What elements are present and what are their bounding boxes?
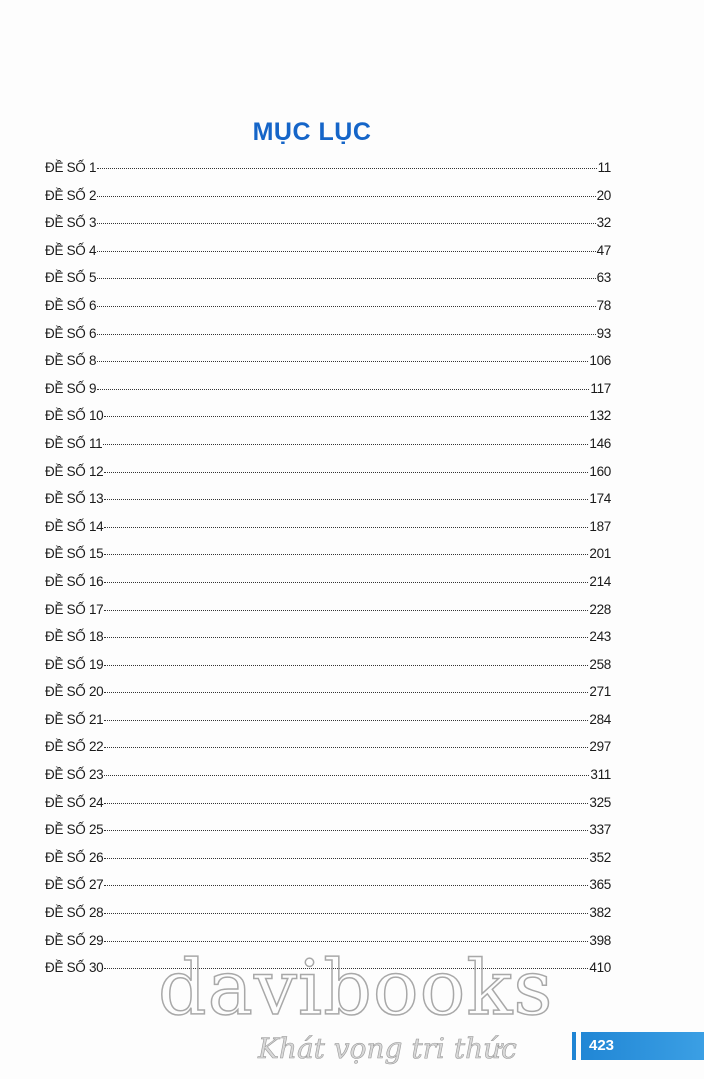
toc-entry[interactable] [45, 408, 611, 436]
toc-entry-page: 297 [589, 739, 611, 755]
toc-entry[interactable] [45, 822, 611, 850]
page-title: MỤC LỤC [252, 118, 372, 146]
toc-entry-label: ĐỀ SỐ 27 [45, 877, 104, 893]
toc-entry[interactable] [45, 767, 611, 795]
toc-entry-label: ĐỀ SỐ 20 [45, 684, 104, 700]
toc-entry-page: 365 [589, 877, 611, 893]
toc-entry-label: ĐỀ SỐ 28 [45, 905, 104, 921]
toc-dot-leader [97, 196, 595, 197]
toc-entry-page: 243 [589, 629, 611, 645]
toc-entry-page: 201 [589, 546, 611, 562]
table-of-contents [45, 160, 611, 988]
toc-entry-label: ĐỀ SỐ 18 [45, 629, 104, 645]
toc-entry-label: ĐỀ SỐ 17 [45, 601, 104, 617]
toc-entry-page: 20 [596, 187, 611, 203]
toc-dot-leader [104, 858, 588, 859]
toc-entry-page: 32 [596, 215, 611, 231]
toc-entry[interactable] [45, 188, 611, 216]
toc-entry[interactable] [45, 519, 611, 547]
toc-entry-label: ĐỀ SỐ 4 [45, 242, 97, 258]
toc-entry-page: 174 [589, 491, 611, 507]
toc-entry[interactable] [45, 270, 611, 298]
toc-dot-leader [104, 637, 588, 638]
toc-dot-leader [97, 334, 595, 335]
toc-entry[interactable] [45, 657, 611, 685]
toc-entry[interactable] [45, 795, 611, 823]
toc-dot-leader [104, 803, 588, 804]
page-number-divider [576, 1032, 581, 1060]
toc-dot-leader [104, 941, 588, 942]
toc-entry-label: ĐỀ SỐ 14 [45, 518, 104, 534]
toc-entry[interactable] [45, 381, 611, 409]
toc-dot-leader [97, 278, 595, 279]
toc-entry[interactable] [45, 712, 611, 740]
toc-entry-page: 284 [589, 711, 611, 727]
toc-dot-leader [104, 582, 588, 583]
toc-dot-leader [103, 444, 588, 445]
toc-entry-label: ĐỀ SỐ 15 [45, 546, 104, 562]
toc-entry[interactable] [45, 326, 611, 354]
toc-dot-leader [104, 610, 588, 611]
toc-dot-leader [104, 416, 588, 417]
toc-entry-label: ĐỀ SỐ 13 [45, 491, 104, 507]
toc-entry-label: ĐỀ SỐ 3 [45, 215, 97, 231]
toc-entry-label: ĐỀ SỐ 30 [45, 960, 104, 976]
toc-entry[interactable] [45, 546, 611, 574]
toc-entry-page: 78 [596, 297, 611, 313]
toc-entry[interactable] [45, 298, 611, 326]
toc-entry-label: ĐỀ SỐ 16 [45, 573, 104, 589]
toc-entry-page: 311 [590, 767, 611, 783]
toc-entry[interactable] [45, 739, 611, 767]
toc-entry[interactable] [45, 491, 611, 519]
toc-entry-label: ĐỀ SỐ 19 [45, 656, 104, 672]
toc-entry-label: ĐỀ SỐ 21 [45, 711, 104, 727]
toc-entry-page: 325 [589, 794, 611, 810]
toc-entry-page: 398 [589, 932, 611, 948]
toc-entry-label: ĐỀ SỐ 9 [45, 380, 97, 396]
toc-dot-leader [104, 499, 588, 500]
toc-entry-label: ĐỀ SỐ 2 [45, 187, 97, 203]
toc-entry-page: 117 [590, 380, 611, 396]
toc-dot-leader [97, 251, 595, 252]
toc-entry-label: ĐỀ SỐ 11 [45, 435, 103, 451]
toc-entry-label: ĐỀ SỐ 25 [45, 822, 104, 838]
toc-entry-label: ĐỀ SỐ 5 [45, 270, 97, 286]
toc-entry[interactable] [45, 684, 611, 712]
toc-entry-page: 410 [589, 960, 611, 976]
toc-entry-label: ĐỀ SỐ 10 [45, 408, 104, 424]
toc-entry-page: 271 [589, 684, 611, 700]
toc-entry[interactable] [45, 243, 611, 271]
toc-dot-leader [104, 665, 588, 666]
toc-entry-label: ĐỀ SỐ 6 [45, 297, 97, 313]
toc-entry-page: 47 [596, 242, 611, 258]
toc-entry[interactable] [45, 850, 611, 878]
toc-entry-page: 258 [589, 656, 611, 672]
toc-dot-leader [97, 389, 589, 390]
toc-entry-label: ĐỀ SỐ 29 [45, 932, 104, 948]
toc-entry-page: 93 [596, 325, 611, 341]
toc-dot-leader [104, 527, 588, 528]
toc-entry[interactable] [45, 574, 611, 602]
toc-entry-page: 132 [589, 408, 611, 424]
toc-entry-page: 337 [589, 822, 611, 838]
toc-entry-page: 187 [589, 518, 611, 534]
toc-dot-leader [104, 913, 588, 914]
watermark-brand: davibooks [158, 943, 554, 1032]
toc-dot-leader [104, 720, 588, 721]
toc-entry-label: ĐỀ SỐ 23 [45, 767, 104, 783]
toc-entry-label: ĐỀ SỐ 22 [45, 739, 104, 755]
toc-entry[interactable] [45, 629, 611, 657]
toc-entry[interactable] [45, 464, 611, 492]
page-number: 423 [589, 1037, 615, 1054]
toc-entry-page: 228 [589, 601, 611, 617]
toc-entry[interactable] [45, 353, 611, 381]
toc-entry-label: ĐỀ SỐ 1 [45, 160, 97, 175]
toc-dot-leader [97, 223, 595, 224]
watermark-tagline: Khát vọng tri thức [258, 1032, 517, 1065]
toc-entry-page: 382 [589, 905, 611, 921]
toc-entry-page: 63 [596, 270, 611, 286]
toc-dot-leader [104, 747, 588, 748]
toc-entry-label: ĐỀ SỐ 6 [45, 325, 97, 341]
toc-entry-label: ĐỀ SỐ 24 [45, 794, 104, 810]
toc-dot-leader [97, 306, 595, 307]
toc-entry[interactable] [45, 877, 611, 905]
toc-dot-leader [104, 554, 588, 555]
toc-entry[interactable] [45, 160, 611, 188]
toc-dot-leader [97, 168, 596, 169]
toc-entry-page: 160 [589, 463, 611, 479]
toc-entry-page: 106 [589, 353, 611, 369]
toc-dot-leader [104, 692, 588, 693]
toc-entry-page: 11 [597, 160, 611, 175]
toc-entry-page: 352 [589, 849, 611, 865]
toc-entry[interactable] [45, 905, 611, 933]
toc-dot-leader [104, 830, 588, 831]
toc-entry[interactable] [45, 215, 611, 243]
toc-entry-label: ĐỀ SỐ 26 [45, 849, 104, 865]
toc-entry[interactable] [45, 602, 611, 630]
toc-dot-leader [104, 472, 588, 473]
toc-entry-page: 214 [589, 573, 611, 589]
toc-dot-leader [104, 885, 588, 886]
toc-dot-leader [104, 775, 589, 776]
toc-entry-label: ĐỀ SỐ 8 [45, 353, 97, 369]
toc-dot-leader [97, 361, 588, 362]
toc-entry[interactable] [45, 436, 611, 464]
toc-entry-label: ĐỀ SỐ 12 [45, 463, 104, 479]
toc-entry-page: 146 [589, 435, 611, 451]
